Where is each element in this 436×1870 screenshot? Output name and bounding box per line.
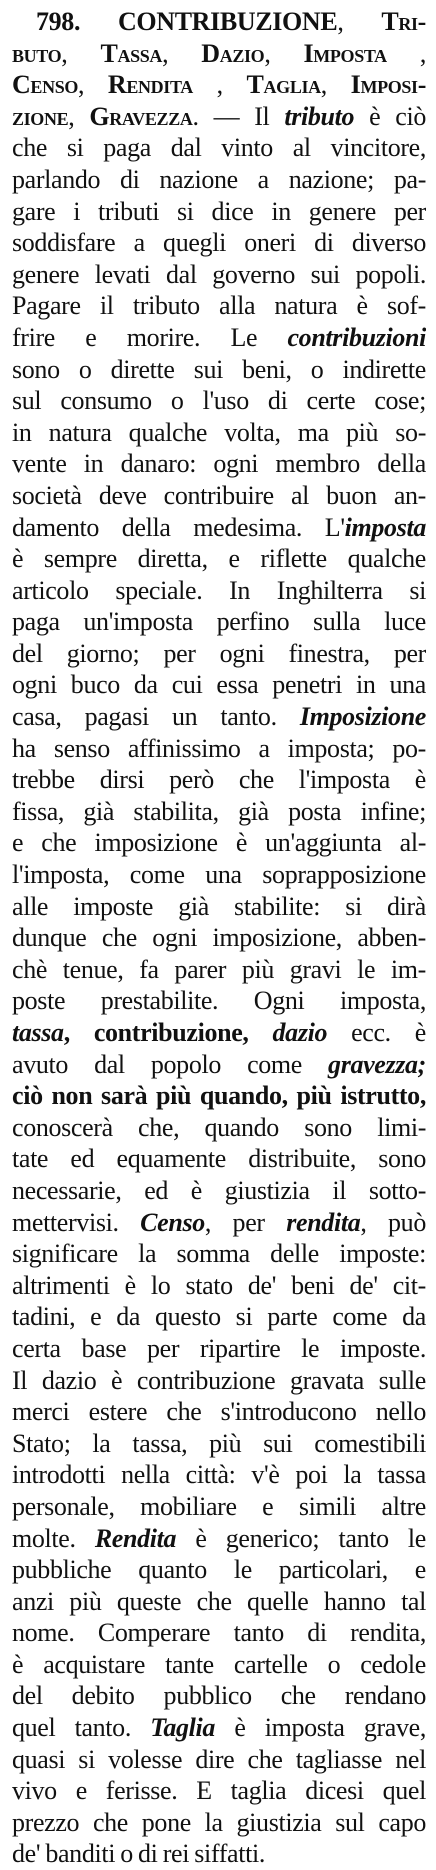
text-segment: , contribuzione,: [63, 1018, 273, 1047]
emphasized-term: tributo: [284, 101, 355, 131]
dictionary-entry-798: [12, 6, 426, 1870]
text-segment: del giorno; per ogni finestra, per: [12, 638, 426, 668]
text-segment: ,: [337, 7, 382, 36]
text-line: [12, 1143, 426, 1175]
text-segment: pubbliche quanto le particolari, e: [12, 1555, 426, 1585]
text-line: [12, 764, 426, 796]
entry-number: 798.: [36, 7, 118, 36]
text-line: [12, 354, 426, 386]
text-line: [12, 1775, 426, 1807]
text-line: [12, 38, 426, 70]
text-line: [12, 1586, 426, 1618]
text-line: [12, 669, 426, 701]
text-segment: introdotti nella città: v'è poi la tassa: [12, 1460, 426, 1490]
text-line: [12, 227, 426, 259]
text-segment: articolo speciale. In Inghilterra si: [12, 575, 426, 605]
text-line: [12, 385, 426, 417]
text-line: [12, 638, 426, 670]
text-segment: conoscerà che, quando sono limi-: [12, 1112, 426, 1142]
text-segment: quel tanto.: [12, 1713, 151, 1743]
text-segment: necessarie, ed è giustizia il sotto-: [12, 1175, 426, 1205]
text-segment: ciò non sarà più quando, più istrutto,: [12, 1081, 426, 1111]
text-segment: parlando di nazione a nazione; pa-: [12, 164, 426, 194]
text-segment: , per: [204, 1207, 287, 1237]
text-segment: prezzo che pone la giustizia sul capo: [12, 1807, 426, 1837]
text-line: [12, 1396, 426, 1428]
text-line: [12, 1712, 426, 1744]
text-segment: ,: [78, 70, 108, 100]
text-segment: dunque che ogni imposizione, abben-: [12, 923, 426, 953]
emphasized-term: Imposizione: [299, 702, 426, 732]
text-line: [12, 1270, 426, 1302]
text-segment: è imposta grave,: [215, 1713, 426, 1743]
text-segment: sul consumo o l'uso di certe cose;: [12, 386, 426, 416]
emphasized-term: dazio: [272, 1018, 328, 1047]
text-segment: ,: [320, 70, 351, 100]
entry-headword: CONTRIBUZIONE: [117, 7, 338, 36]
text-line: [12, 448, 426, 480]
entry-synonym: Taglia: [246, 70, 321, 100]
text-line: [12, 1491, 426, 1523]
text-segment: casa, pagasi un tanto.: [12, 702, 300, 732]
text-line: [12, 1049, 426, 1081]
text-segment: società deve contribuire al buon an-: [12, 480, 426, 510]
text-segment: ,: [386, 38, 426, 68]
text-segment: ,: [192, 70, 247, 100]
entry-synonym: buto: [12, 38, 62, 68]
text-segment: trebbe dirsi però che l'imposta è: [12, 765, 426, 795]
text-line: [12, 1838, 426, 1870]
text-segment: ,: [68, 101, 90, 131]
entry-synonym: Tassa: [100, 38, 163, 68]
text-line: [12, 1175, 426, 1207]
text-line: [12, 6, 426, 38]
text-segment: vente in danaro: ogni membro della: [12, 449, 426, 479]
text-segment: fissa, già stabilita, già posta infine;: [12, 796, 426, 826]
text-segment: in natura qualche volta, ma più so-: [12, 417, 426, 447]
text-segment: e che imposizione è un'aggiunta al-: [12, 828, 426, 858]
text-line: [12, 922, 426, 954]
text-segment: che si paga dal vinto al vincitore,: [12, 133, 426, 163]
entry-synonym: Tri-: [381, 7, 426, 36]
text-line: [12, 827, 426, 859]
text-line: [12, 985, 426, 1017]
text-segment: tate ed equamente distribuite, sono: [12, 1144, 426, 1174]
text-segment: mettervisi.: [12, 1207, 141, 1237]
text-line: [12, 1207, 426, 1239]
emphasized-term: tassa: [12, 1018, 64, 1047]
text-segment: ha senso affinissimo a imposta; po-: [12, 733, 426, 763]
text-line: [12, 701, 426, 733]
text-segment: ecc. è: [327, 1018, 426, 1047]
text-line: [12, 1680, 426, 1712]
text-line: [12, 69, 426, 101]
text-segment: ,: [264, 38, 304, 68]
text-segment: ,: [61, 38, 101, 68]
text-segment: è sempre diretta, e riflette qualche: [12, 544, 426, 574]
emphasized-term: Rendita: [94, 1523, 177, 1553]
text-segment: anzi più queste che quelle hanno tal: [12, 1586, 426, 1616]
text-segment: de' banditi o di rei siffatti.: [12, 1839, 265, 1869]
text-line: [12, 1459, 426, 1491]
text-segment: genere levati dal governo sui popoli.: [12, 259, 426, 289]
text-segment: sono o dirette sui beni, o indirette: [12, 354, 426, 384]
emphasized-term: gravezza;: [328, 1049, 426, 1079]
emphasized-term: contribuzioni: [287, 322, 426, 352]
text-segment: è generico; tanto le: [176, 1523, 426, 1553]
text-line: [12, 1112, 426, 1144]
text-segment: nome. Comperare tanto di rendita,: [12, 1618, 426, 1648]
text-segment: avuto dal popolo come: [12, 1049, 329, 1079]
text-segment: altrimenti è lo stato de' beni de' cit-: [12, 1270, 426, 1300]
text-line: [12, 1523, 426, 1555]
text-line: [12, 480, 426, 512]
text-line: [12, 891, 426, 923]
text-segment: ,: [162, 38, 202, 68]
entry-synonym: Gravezza: [89, 101, 193, 131]
text-segment: del debito pubblico che rendano: [12, 1681, 426, 1711]
text-line: [12, 575, 426, 607]
text-line: [12, 1617, 426, 1649]
text-segment: vivo e ferisse. E taglia dicesi quel: [12, 1776, 426, 1806]
text-segment: poste prestabilite. Ogni imposta,: [12, 986, 426, 1016]
text-segment: Stato; la tassa, più sui comestibili: [12, 1428, 426, 1458]
text-line: [12, 512, 426, 544]
text-segment: merci estere che s'introducono nello: [12, 1397, 426, 1427]
text-line: [12, 954, 426, 986]
text-line: [12, 164, 426, 196]
text-segment: alle imposte già stabilite: si dirà: [12, 891, 426, 921]
text-line: [12, 1301, 426, 1333]
text-line: [12, 417, 426, 449]
text-segment: paga un'imposta perfino sulla luce: [12, 607, 426, 637]
text-line: [12, 796, 426, 828]
text-line: [12, 543, 426, 575]
text-segment: gare i tributi si dice in genere per: [12, 196, 426, 226]
entry-synonym: Imposta: [303, 38, 387, 68]
text-segment: molte.: [12, 1523, 95, 1553]
text-segment: . — Il: [192, 101, 285, 131]
text-segment: damento della medesima. L': [12, 512, 345, 542]
text-line: [12, 322, 426, 354]
text-line: [12, 196, 426, 228]
entry-synonym: Censo: [12, 70, 79, 100]
text-segment: soddisfare a quegli oneri di diverso: [12, 228, 426, 258]
text-segment: chè tenue, fa parer più gravi le im-: [12, 954, 426, 984]
emphasized-term: Taglia: [150, 1713, 216, 1743]
text-segment: ogni buco da cui essa penetri in una: [12, 670, 426, 700]
text-line: [12, 733, 426, 765]
text-line: [12, 1017, 426, 1049]
text-line: [12, 101, 426, 133]
text-line: [12, 1238, 426, 1270]
emphasized-term: Censo: [140, 1207, 205, 1237]
text-segment: frire e morire. Le: [12, 322, 288, 352]
emphasized-term: imposta: [344, 512, 426, 542]
text-line: [12, 606, 426, 638]
text-line: [12, 1744, 426, 1776]
text-line: [12, 1365, 426, 1397]
text-line: [12, 1807, 426, 1839]
text-segment: Pagare il tributo alla natura è sof-: [12, 291, 426, 321]
text-line: [12, 290, 426, 322]
text-segment: personale, mobiliare e simili altre: [12, 1491, 426, 1521]
emphasized-term: rendita: [286, 1207, 361, 1237]
text-segment: è acquistare tante cartelle o cedole: [12, 1649, 426, 1679]
text-line: [12, 859, 426, 891]
text-line: [12, 259, 426, 291]
entry-synonym: Imposi-: [350, 70, 426, 100]
text-segment: l'imposta, come una soprapposizione: [12, 860, 426, 890]
text-segment: è ciò: [354, 101, 426, 131]
text-segment: quasi si volesse dire che tagliasse nel: [12, 1744, 426, 1774]
text-segment: Il dazio è contribuzione gravata sulle: [12, 1365, 426, 1395]
entry-synonym: zione: [12, 101, 69, 131]
text-segment: significare la somma delle imposte:: [12, 1239, 426, 1269]
text-segment: , può: [360, 1207, 426, 1237]
text-line: [12, 1080, 426, 1112]
text-line: [12, 1333, 426, 1365]
text-line: [12, 1554, 426, 1586]
text-line: [12, 1428, 426, 1460]
text-line: [12, 132, 426, 164]
entry-synonym: Dazio: [201, 38, 265, 68]
text-segment: certa base per ripartire le imposte.: [12, 1333, 426, 1363]
text-line: [12, 1649, 426, 1681]
text-segment: tadini, e da questo si parte come da: [12, 1302, 426, 1332]
entry-synonym: Rendita: [107, 70, 193, 100]
